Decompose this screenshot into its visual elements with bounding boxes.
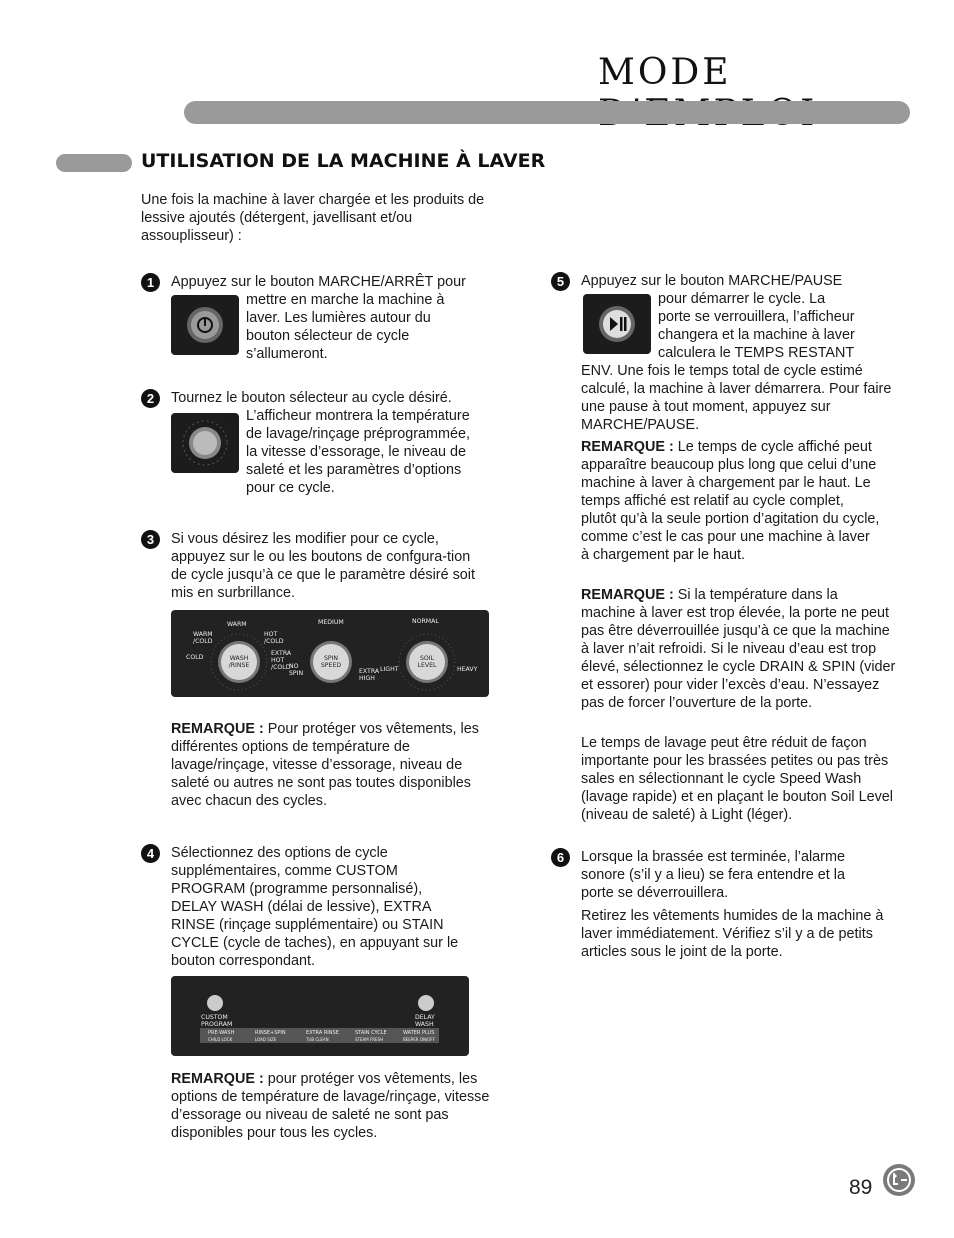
option-sub-label: BEEPER ON/OFF [403, 1037, 436, 1042]
section-title: UTILISATION DE LA MACHINE À LAVER [141, 150, 546, 172]
step-1-line: Appuyez sur le bouton MARCHE/ARRÊT pour [171, 274, 466, 290]
step-3-text: Si vous désirez les modifier pour ce cycle, appuyez sur le ou les boutons de confgura-tion de cycle jusqu’à ce que le paramètre désiré soit mis en surbrillance. [171, 531, 475, 601]
option-pre-wash[interactable]: PRE-WASH [208, 1030, 235, 1036]
step-number: 5 [551, 272, 570, 291]
soil-level-button[interactable]: SOIL LEVEL [417, 655, 437, 669]
section-bar [56, 154, 132, 172]
custom-program-button[interactable]: CUSTOM PROGRAM [201, 1014, 233, 1028]
note-text: pour protéger vos vêtements, les options de température de lavage/rinçage, vitesse d’essorage ou niveau de saleté ne sont pas disponibles pour tous les cycles. [171, 1071, 490, 1141]
wash-rinse-button[interactable]: WASH /RINSE [228, 655, 250, 669]
note-label: REMARQUE : [581, 439, 674, 455]
step-2-line: de lavage/rinçage préprogrammée, [246, 426, 470, 442]
step-1-line: mettre en marche la machine à [246, 292, 445, 308]
panel-label: HOT /COLD [264, 631, 284, 645]
delay-wash-button[interactable]: DELAY WASH [415, 1014, 435, 1028]
step-5-paragraph: Le temps de lavage peut être réduit de façon importante pour les brassées petites ou pas très sales en sélectionnant le cycle Speed Wash (lavage rapide) et en plaçant le bouton Soil Level (niveau de saleté) à Light (léger). [581, 735, 894, 823]
step-number: 4 [141, 844, 160, 863]
option-extra-rinse[interactable]: EXTRA RINSE [306, 1030, 339, 1036]
option-stain-cycle[interactable]: STAIN CYCLE [355, 1030, 387, 1036]
cycle-dial-icon [171, 413, 239, 473]
step-5-line: Appuyez sur le bouton MARCHE/PAUSE [581, 273, 843, 289]
step-5-line: porte se verrouillera, l’afficheur [658, 309, 855, 325]
step-2-line: la vitesse d’essorage, le niveau de [246, 444, 466, 460]
panel-label: NO SPIN [289, 663, 304, 677]
step-2-line: pour ce cycle. [246, 480, 335, 496]
play-pause-icon [583, 294, 651, 354]
step-4-note [171, 1070, 491, 1142]
option-sub-label: CHILD LOCK [208, 1037, 233, 1042]
step-5-line: pour démarrer le cycle. La [658, 291, 826, 307]
panel-label: EXTRA HIGH [359, 668, 380, 682]
step-1-line: laver. Les lumières autour du [246, 310, 431, 326]
step-2-line: Tournez le bouton sélecteur au cycle désiré. [171, 390, 452, 406]
note-label: REMARQUE : [581, 587, 674, 603]
panel-label: HEAVY [457, 666, 478, 673]
note-text: Pour protéger vos vêtements, les différentes options de température de lavage/rinçage, vitesse d’essorage, niveau de saleté ou autres ne sont pas toutes disponibles avec chacun des cycles. [171, 721, 479, 809]
step-number: 2 [141, 389, 160, 408]
panel-label: LIGHT [380, 666, 399, 673]
panel-label: EXTRA HOT /COLD [271, 650, 292, 671]
step-2-line: saleté et les paramètres d’options [246, 462, 462, 478]
panel-label: WARM /COLD [193, 631, 213, 645]
step-1-line: bouton sélecteur de cycle [246, 328, 410, 344]
step-5-note-2 [581, 586, 896, 712]
intro-text: Une fois la machine à laver chargée et les produits de lessive ajoutés (détergent, javellisant et/ou assouplisseur) : [141, 192, 485, 244]
step-5-continued: ENV. Une fois le temps total de cycle estimé calculé, la machine à laver démarrera. Pour faire une pause à tout moment, appuyez sur MARCHE/PAUSE. [581, 363, 892, 433]
power-button-icon [171, 295, 239, 355]
panel-label: WARM [227, 621, 247, 628]
step-6-text: Lorsque la brassée est terminée, l’alarme sonore (s’il y a lieu) se fera entendre et la porte se déverrouillera. [581, 849, 845, 901]
option-sub-label: LOAD SIZE [255, 1037, 277, 1042]
step-number: 3 [141, 530, 160, 549]
option-water-plus[interactable]: WATER PLUS [403, 1030, 435, 1036]
header-bar [184, 101, 910, 124]
step-4-text: Sélectionnez des options de cycle supplémentaires, comme CUSTOM PROGRAM (programme personnalisé), DELAY WASH (délai de lessive), EXTRA RINSE (rinçage supplémentaire) ou STAIN CYCLE (cycle de taches), en appuyant sur le bouton correspondant. [171, 845, 459, 969]
note-text: Si la température dans la machine à laver est trop élevée, la porte ne peut pas être déverrouillée jusqu’à ce que la machine à laver n’ait refroidi. Si le niveau d’eau est trop élevé, sélectionnez le cycle DRAIN & SPIN (vider et essorer) pour vider l’excès d’eau. N’essayez pas de forcer l’ouverture de la porte. [581, 587, 896, 711]
step-number: 6 [551, 848, 570, 867]
option-sub-label: TUB CLEAN [306, 1037, 329, 1042]
step-5-note-1 [581, 438, 881, 564]
step-2-line: L’afficheur montrera la température [246, 408, 470, 424]
step-5-line: calculera le TEMPS RESTANT [658, 345, 855, 361]
page-number: 89 [849, 1176, 873, 1199]
step-5-line: changera et la machine à laver [658, 327, 855, 343]
step-6-paragraph: Retirez les vêtements humides de la machine à laver immédiatement. Vérifiez s’il y a de petits articles sous le joint de la porte. [581, 908, 884, 960]
page-header-title: MODE [598, 52, 732, 93]
spin-speed-button[interactable]: SPIN SPEED [320, 655, 342, 669]
option-buttons-panel-image [171, 976, 469, 1056]
note-label: REMARQUE : [171, 1071, 264, 1087]
note-label: REMARQUE : [171, 721, 264, 737]
step-number: 1 [141, 273, 160, 292]
cycle-options-panel-image [171, 610, 489, 697]
panel-label: MEDIUM [318, 619, 344, 626]
lg-logo-icon [883, 1164, 915, 1196]
option-rinse-spin[interactable]: RINSE+SPIN [255, 1030, 286, 1036]
panel-label: NORMAL [412, 618, 439, 625]
option-sub-label: STEAM FRESH [355, 1037, 384, 1042]
note-text: Le temps de cycle affiché peut apparaître beaucoup plus long que celui d’une machine à laver à chargement par le haut. Le temps affiché est relatif au cycle complet, plutôt qu’à la seule portion d’agitation du cycle, comme c’est le cas pour une machine à laver à chargement par le haut. [581, 439, 880, 563]
step-3-note [171, 720, 486, 810]
panel-label: COLD [186, 654, 204, 661]
step-1-line: s’allumeront. [246, 346, 328, 362]
